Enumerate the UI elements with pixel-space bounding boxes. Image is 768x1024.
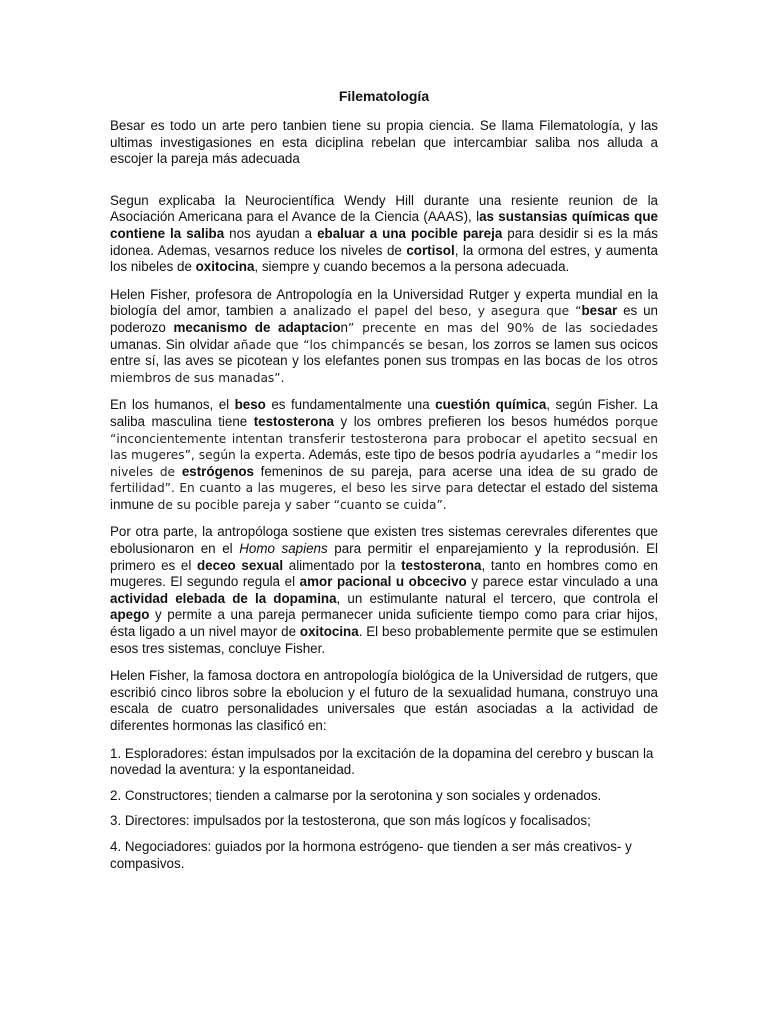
paragraph-humanos: En los humanos, el beso es fundamentalmente una cuestión química, según Fisher. La saliba masculina tiene testosterona y los ombres prefieren los besos humédos porque “inconcientemente intentan transferir testosterona para probocar el apetito secsual en las mugeres”, según la experta. Además, este tipo de besos podría ayudarles a “medir los niveles de estrógenos femeninos de su pareja, para acerse una idea de su grado de fertilidad”. En cuanto a las mugeres, el beso les sirve para detectar el estado del sistema inmune de su pocible pareja y saber “cuanto se cuida”.	[110, 397, 658, 512]
paragraph-sistemas: Por otra parte, la antropóloga sostiene que existen tres sistemas cerevrales diferentes que ebolusionaron en el Homo sapiens para permitir el enparejamiento y la reprodusión. El primero es el deceo sexual alimentado por la testosterona, tanto en hombres como en mugeres. El segundo regula el amor pacional u obcecivo y parece estar vinculado a una actividad elebada de la dopamina, un estimulante natural el tercero, que controla el apego y permite a una pareja permanecer unida suficiente tiempo como para criar hijos, ésta ligado a un nivel mayor de oxitocina. El beso probablemente permite que se estimulen esos tres sistemas, concluye Fisher.	[110, 524, 659, 656]
personality-list	[110, 746, 658, 873]
list-item: 2. Constructores; tienden a calmarse por la serotonina y son sociales y ordenados.	[110, 787, 602, 803]
list-item: 4. Negociadores: guiados por la hormona estrógeno- que tienden a ser más creativos- y compasivos.	[110, 838, 632, 871]
paragraph-helen-fisher: Helen Fisher, profesora de Antropología en la Universidad Rutger y experta mundial en la biología del amor, tambien a analizado el papel del beso, y asegura que “besar es un poderozo mecanismo de adaptacion” precente en mas del 90% de las sociedades umanas. Sin olvidar añade que “los chimpancés se besan, los zorros se lamen sus ocicos entre sí, las aves se picotean y los elefantes ponen sus trompas en las bocas de los otros miembros de sus manadas”.	[110, 286, 659, 385]
list-item: 1. Esploradores: éstan impulsados por la excitación de la dopamina del cerebro y buscan la novedad la aventura: y la espontaneidad.	[110, 745, 654, 778]
paragraph-wendy-hill: Segun explicaba la Neurocientífica Wendy Hill durante una resiente reunion de la Asociación Americana para el Avance de la Ciencia (AAAS), las sustansias químicas que contiene la saliba nos ayudan a ebaluar a una pocible pareja para desidir si es la más idonea. Ademas, vesarnos reduce los niveles de cortisol, la ormona del estres, y aumenta los nibeles de oxitocina, siempre y cuando becemos a la persona adecuada.	[110, 192, 658, 275]
list-item: 3. Directores: impulsados por la testosterona, que son más logícos y focalisados;	[110, 813, 591, 829]
paragraph-intro: Besar es todo un arte pero tanbien tiene su propia ciencia. Se llama Filematología, y las ultimas investigasiones en esta diciplina rebelan que intercambiar saliba nos alluda a escojer la pareja más adecuada	[110, 118, 658, 167]
document-title: Filematología	[338, 88, 430, 104]
paragraph-escala: Helen Fisher, la famosa doctora en antropología biológica de la Universidad de rutgers, que escribió cinco libros sobre la ebolucion y el futuro de la sexualidad humana, construyo una escala de cuatro personalidades universales que están asociadas a la actividad de diferentes hormonas las clasificó en:	[110, 668, 658, 733]
document-page	[110, 88, 658, 881]
